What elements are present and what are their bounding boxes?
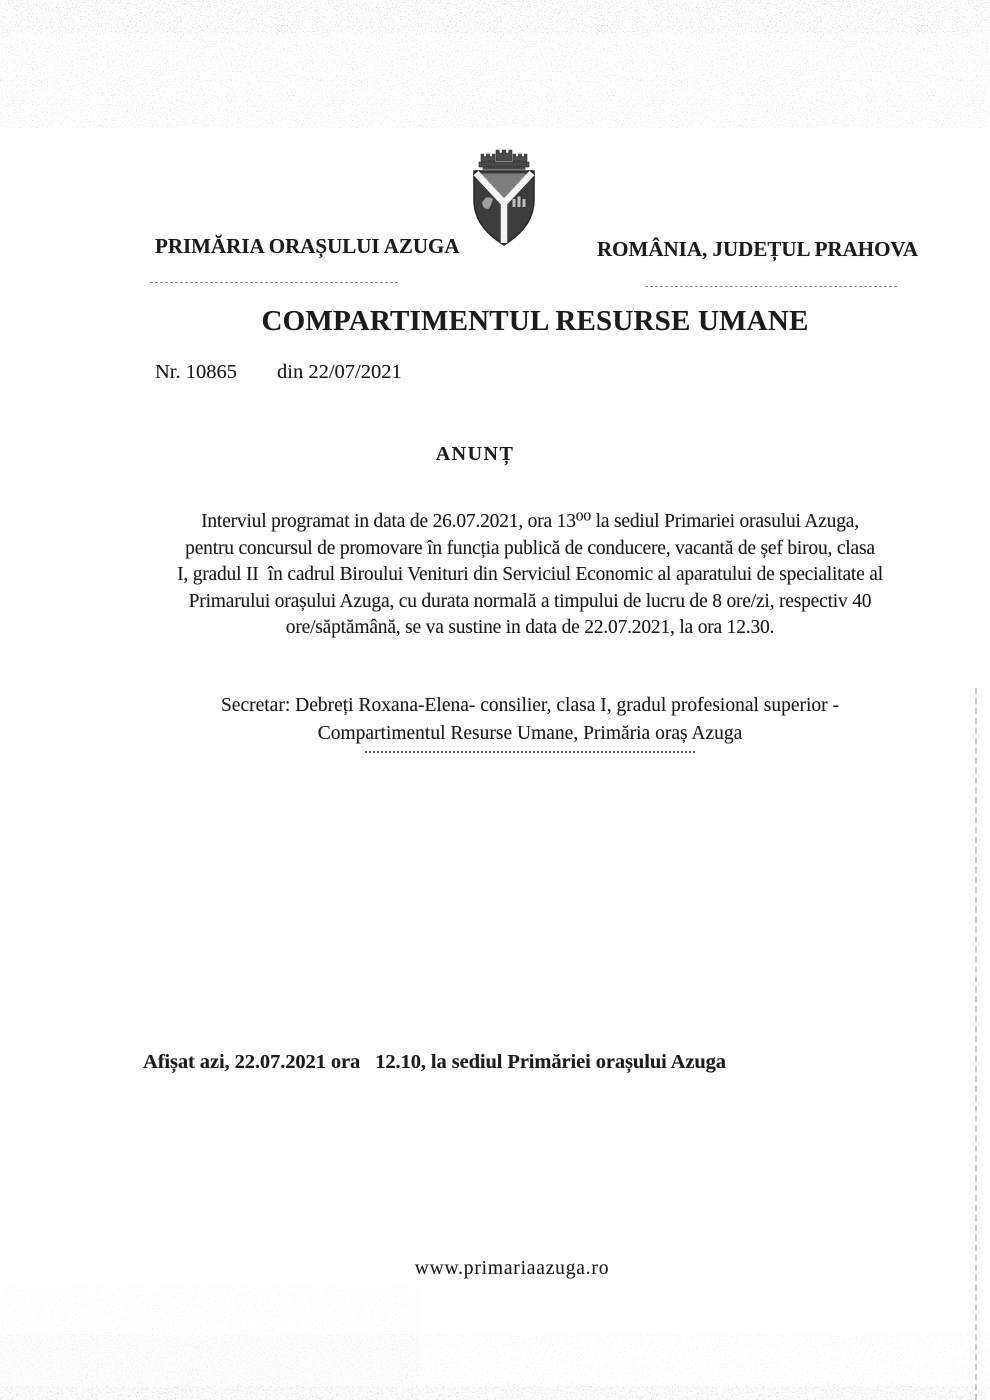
header-rule-right xyxy=(645,286,897,287)
registration-line xyxy=(155,361,402,384)
posting-notice: Afișat azi, 22.07.2021 ora 12.10, la sediul Primăriei orașului Azuga xyxy=(143,1051,726,1073)
azuga-coat-of-arms-icon xyxy=(452,146,556,250)
scanner-artifact-line xyxy=(975,688,977,1400)
announcement-line-1: Interviul programat in data de 26.07.2021, ora 13⁰⁰ la sediul Primariei orasului Azuga, xyxy=(201,511,859,532)
department-title: COMPARTIMENTUL RESURSE UMANE xyxy=(261,305,809,337)
announcement-body xyxy=(80,509,980,642)
announcement-line-3: I, gradul II în cadrul Biroului Venituri din Serviciul Economic al aparatului de specialitate al xyxy=(177,564,883,585)
registration-number: Nr. 10865 xyxy=(155,361,237,383)
registration-date: din 22/07/2021 xyxy=(277,361,402,383)
secretary-line-2: Compartimentul Resurse Umane, Primăria oraș Azuga xyxy=(317,722,743,744)
announcement-line-4: Primarului orașului Azuga, cu durata normală a timpului de lucru de 8 ore/zi, respectiv 40 xyxy=(188,590,872,612)
secretary-block xyxy=(80,692,980,747)
website-url: www.primariaazuga.ro xyxy=(414,1258,610,1279)
header-rule-left xyxy=(150,282,398,283)
secretary-line-1: Secretar: Debreți Roxana-Elena- consilier, clasa I, gradul profesional superior - xyxy=(220,695,840,716)
announcement-line-5: ore/săptămână, se va sustine in data de 22.07.2021, la ora 12.30. xyxy=(285,617,775,638)
announcement-line-2: pentru concursul de promovare în funcția publică de conducere, vacantă de șef birou, clasa xyxy=(185,537,875,559)
signature-dotted-line xyxy=(365,751,695,753)
country-county-name: ROMÂNIA, JUDEȚUL PRAHOVA xyxy=(597,237,919,261)
announcement-heading: ANUNȚ xyxy=(435,443,515,465)
issuer-name: PRIMĂRIA ORAȘULUI AZUGA xyxy=(155,234,460,258)
